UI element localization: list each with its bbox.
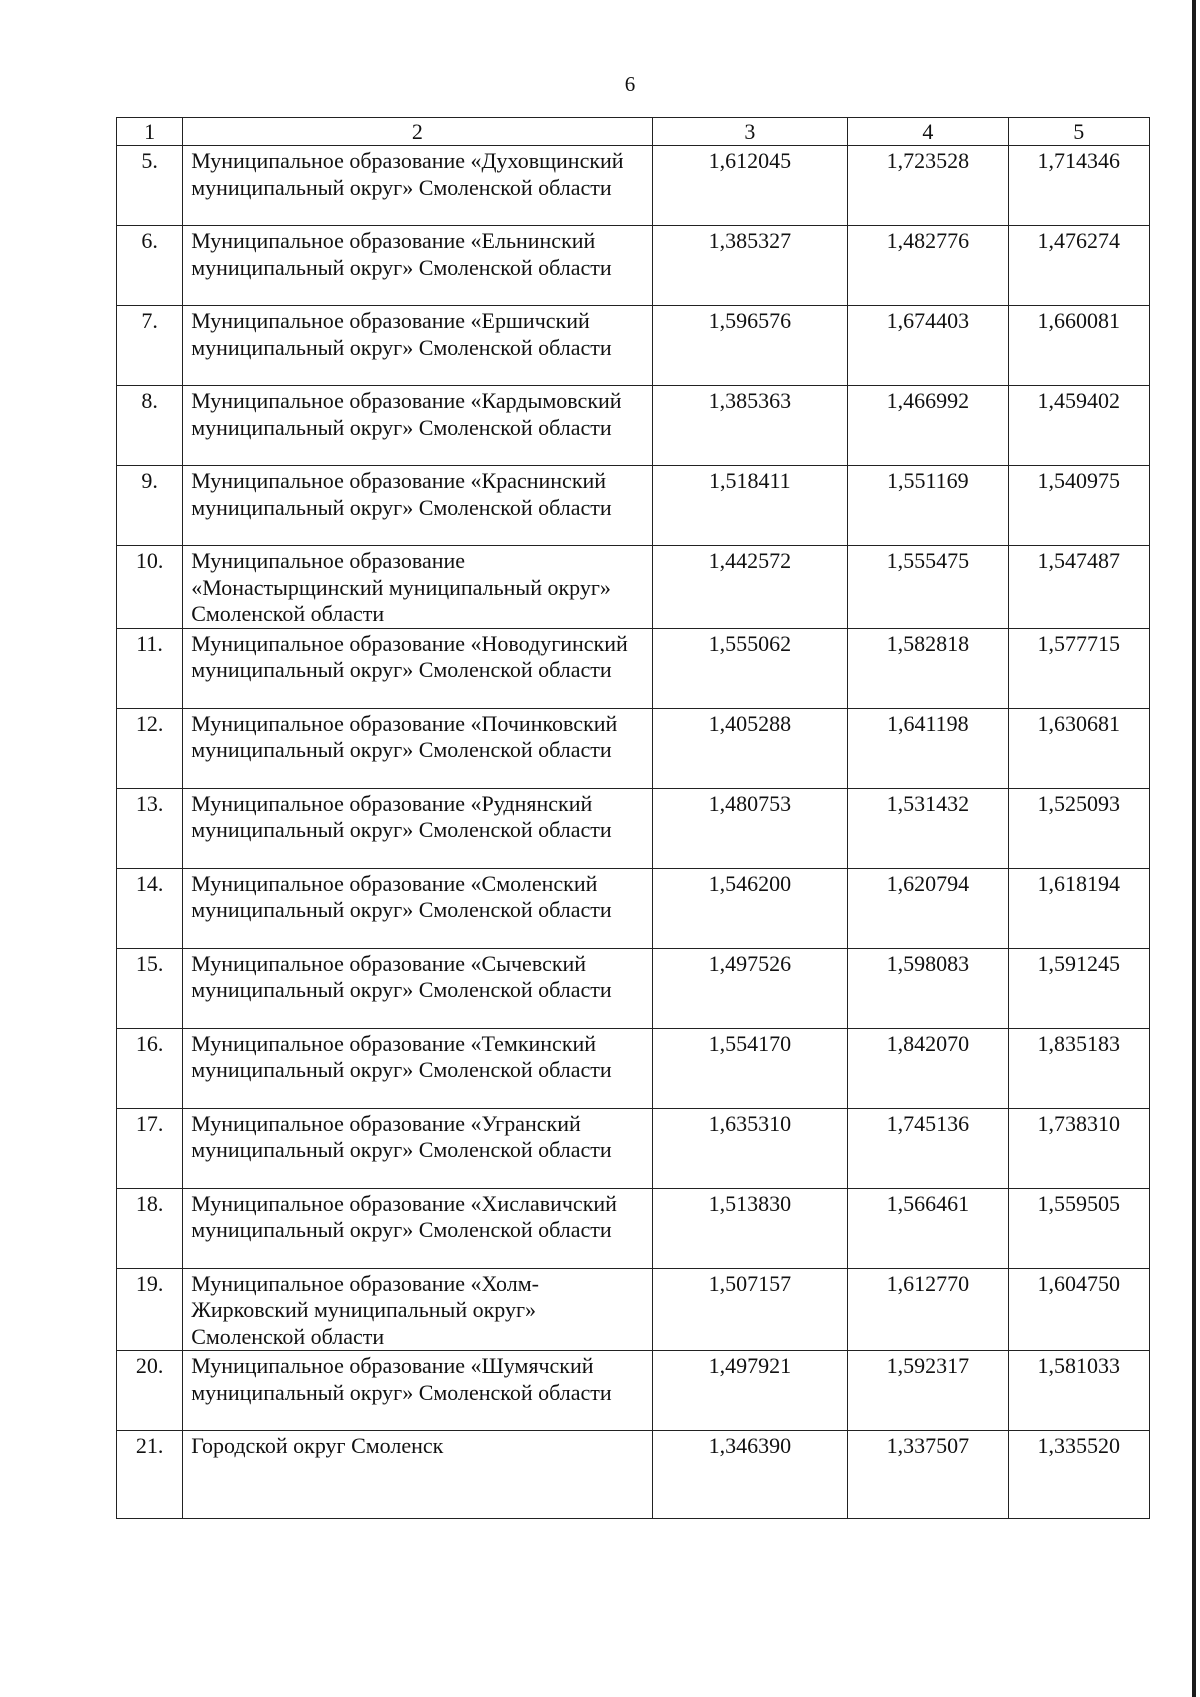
value-col-4: 1,566461 xyxy=(848,1188,1008,1268)
value-col-3: 1,385363 xyxy=(652,386,848,466)
value-col-4: 1,582818 xyxy=(848,628,1008,708)
table-row xyxy=(117,306,1150,386)
row-number: 12. xyxy=(117,708,183,788)
row-number: 8. xyxy=(117,386,183,466)
value-col-3: 1,635310 xyxy=(652,1108,848,1188)
header-col-1: 1 xyxy=(117,118,183,146)
value-col-4: 1,531432 xyxy=(848,788,1008,868)
row-number: 13. xyxy=(117,788,183,868)
value-col-5: 1,714346 xyxy=(1008,146,1149,226)
table-row xyxy=(117,628,1150,708)
page-number: 6 xyxy=(624,72,636,96)
municipality-name: Муниципальное образование «Духовщинский муниципальный округ» Смоленской области xyxy=(183,146,652,226)
municipality-name: Городской округ Смоленск xyxy=(183,1431,652,1519)
value-col-4: 1,337507 xyxy=(848,1431,1008,1519)
value-col-3: 1,513830 xyxy=(652,1188,848,1268)
row-number: 9. xyxy=(117,466,183,546)
value-col-3: 1,554170 xyxy=(652,1028,848,1108)
value-col-3: 1,346390 xyxy=(652,1431,848,1519)
scan-edge-line xyxy=(1192,0,1196,1697)
value-col-3: 1,405288 xyxy=(652,708,848,788)
value-col-3: 1,385327 xyxy=(652,226,848,306)
table-row xyxy=(117,1268,1150,1351)
table-row xyxy=(117,948,1150,1028)
row-number: 18. xyxy=(117,1188,183,1268)
value-col-4: 1,551169 xyxy=(848,466,1008,546)
header-col-5: 5 xyxy=(1008,118,1149,146)
municipality-name: Муниципальное образование «Сычевский муниципальный округ» Смоленской области xyxy=(183,948,652,1028)
value-col-4: 1,620794 xyxy=(848,868,1008,948)
table-row xyxy=(117,1108,1150,1188)
value-col-3: 1,546200 xyxy=(652,868,848,948)
municipality-name: Муниципальное образование «Темкинский муниципальный округ» Смоленской области xyxy=(183,1028,652,1108)
municipality-name: Муниципальное образование «Холм-Жирковский муниципальный округ» Смоленской области xyxy=(183,1268,652,1351)
value-col-5: 1,459402 xyxy=(1008,386,1149,466)
row-number: 14. xyxy=(117,868,183,948)
value-col-3: 1,518411 xyxy=(652,466,848,546)
table-row xyxy=(117,708,1150,788)
municipality-name: Муниципальное образование «Починковский муниципальный округ» Смоленской области xyxy=(183,708,652,788)
row-number: 20. xyxy=(117,1351,183,1431)
value-col-5: 1,581033 xyxy=(1008,1351,1149,1431)
value-col-5: 1,559505 xyxy=(1008,1188,1149,1268)
municipality-name: Муниципальное образование «Новодугинский муниципальный округ» Смоленской области xyxy=(183,628,652,708)
value-col-5: 1,604750 xyxy=(1008,1268,1149,1351)
header-col-3: 3 xyxy=(652,118,848,146)
row-number: 5. xyxy=(117,146,183,226)
row-number: 21. xyxy=(117,1431,183,1519)
municipality-name: Муниципальное образование «Хиславичский муниципальный округ» Смоленской области xyxy=(183,1188,652,1268)
municipality-name: Муниципальное образование «Шумячский муниципальный округ» Смоленской области xyxy=(183,1351,652,1431)
value-col-5: 1,660081 xyxy=(1008,306,1149,386)
value-col-4: 1,674403 xyxy=(848,306,1008,386)
value-col-5: 1,618194 xyxy=(1008,868,1149,948)
table-row xyxy=(117,868,1150,948)
value-col-5: 1,540975 xyxy=(1008,466,1149,546)
value-col-5: 1,577715 xyxy=(1008,628,1149,708)
header-col-4: 4 xyxy=(848,118,1008,146)
value-col-3: 1,555062 xyxy=(652,628,848,708)
value-col-4: 1,745136 xyxy=(848,1108,1008,1188)
table-row xyxy=(117,1028,1150,1108)
value-col-4: 1,598083 xyxy=(848,948,1008,1028)
value-col-5: 1,591245 xyxy=(1008,948,1149,1028)
value-col-5: 1,335520 xyxy=(1008,1431,1149,1519)
value-col-5: 1,630681 xyxy=(1008,708,1149,788)
row-number: 6. xyxy=(117,226,183,306)
value-col-4: 1,612770 xyxy=(848,1268,1008,1351)
table-row xyxy=(117,146,1150,226)
value-col-4: 1,466992 xyxy=(848,386,1008,466)
value-col-4: 1,555475 xyxy=(848,546,1008,629)
row-number: 10. xyxy=(117,546,183,629)
value-col-3: 1,497921 xyxy=(652,1351,848,1431)
row-number: 19. xyxy=(117,1268,183,1351)
header-row xyxy=(117,118,1150,146)
municipality-name: Муниципальное образование «Кардымовский муниципальный округ» Смоленской области xyxy=(183,386,652,466)
value-col-5: 1,738310 xyxy=(1008,1108,1149,1188)
value-col-4: 1,641198 xyxy=(848,708,1008,788)
value-col-4: 1,842070 xyxy=(848,1028,1008,1108)
value-col-3: 1,507157 xyxy=(652,1268,848,1351)
value-col-4: 1,723528 xyxy=(848,146,1008,226)
table-row xyxy=(117,386,1150,466)
municipality-name: Муниципальное образование «Ельнинский муниципальный округ» Смоленской области xyxy=(183,226,652,306)
table-row xyxy=(117,1351,1150,1431)
table-row xyxy=(117,546,1150,629)
row-number: 7. xyxy=(117,306,183,386)
municipality-name: Муниципальное образование «Краснинский муниципальный округ» Смоленской области xyxy=(183,466,652,546)
row-number: 11. xyxy=(117,628,183,708)
row-number: 15. xyxy=(117,948,183,1028)
value-col-3: 1,497526 xyxy=(652,948,848,1028)
value-col-5: 1,525093 xyxy=(1008,788,1149,868)
value-col-3: 1,612045 xyxy=(652,146,848,226)
municipality-name: Муниципальное образование «Монастырщинский муниципальный округ» Смоленской области xyxy=(183,546,652,629)
value-col-3: 1,596576 xyxy=(652,306,848,386)
municipality-name: Муниципальное образование «Смоленский муниципальный округ» Смоленской области xyxy=(183,868,652,948)
coefficients-table xyxy=(116,117,1150,1519)
value-col-5: 1,476274 xyxy=(1008,226,1149,306)
table-row xyxy=(117,788,1150,868)
value-col-3: 1,442572 xyxy=(652,546,848,629)
value-col-5: 1,547487 xyxy=(1008,546,1149,629)
value-col-5: 1,835183 xyxy=(1008,1028,1149,1108)
row-number: 16. xyxy=(117,1028,183,1108)
row-number: 17. xyxy=(117,1108,183,1188)
header-col-2: 2 xyxy=(183,118,652,146)
value-col-3: 1,480753 xyxy=(652,788,848,868)
municipality-name: Муниципальное образование «Руднянский муниципальный округ» Смоленской области xyxy=(183,788,652,868)
table-row xyxy=(117,466,1150,546)
table-row xyxy=(117,226,1150,306)
municipality-name: Муниципальное образование «Угранский муниципальный округ» Смоленской области xyxy=(183,1108,652,1188)
value-col-4: 1,482776 xyxy=(848,226,1008,306)
table-row xyxy=(117,1188,1150,1268)
table-row xyxy=(117,1431,1150,1519)
municipality-name: Муниципальное образование «Ершичский муниципальный округ» Смоленской области xyxy=(183,306,652,386)
value-col-4: 1,592317 xyxy=(848,1351,1008,1431)
